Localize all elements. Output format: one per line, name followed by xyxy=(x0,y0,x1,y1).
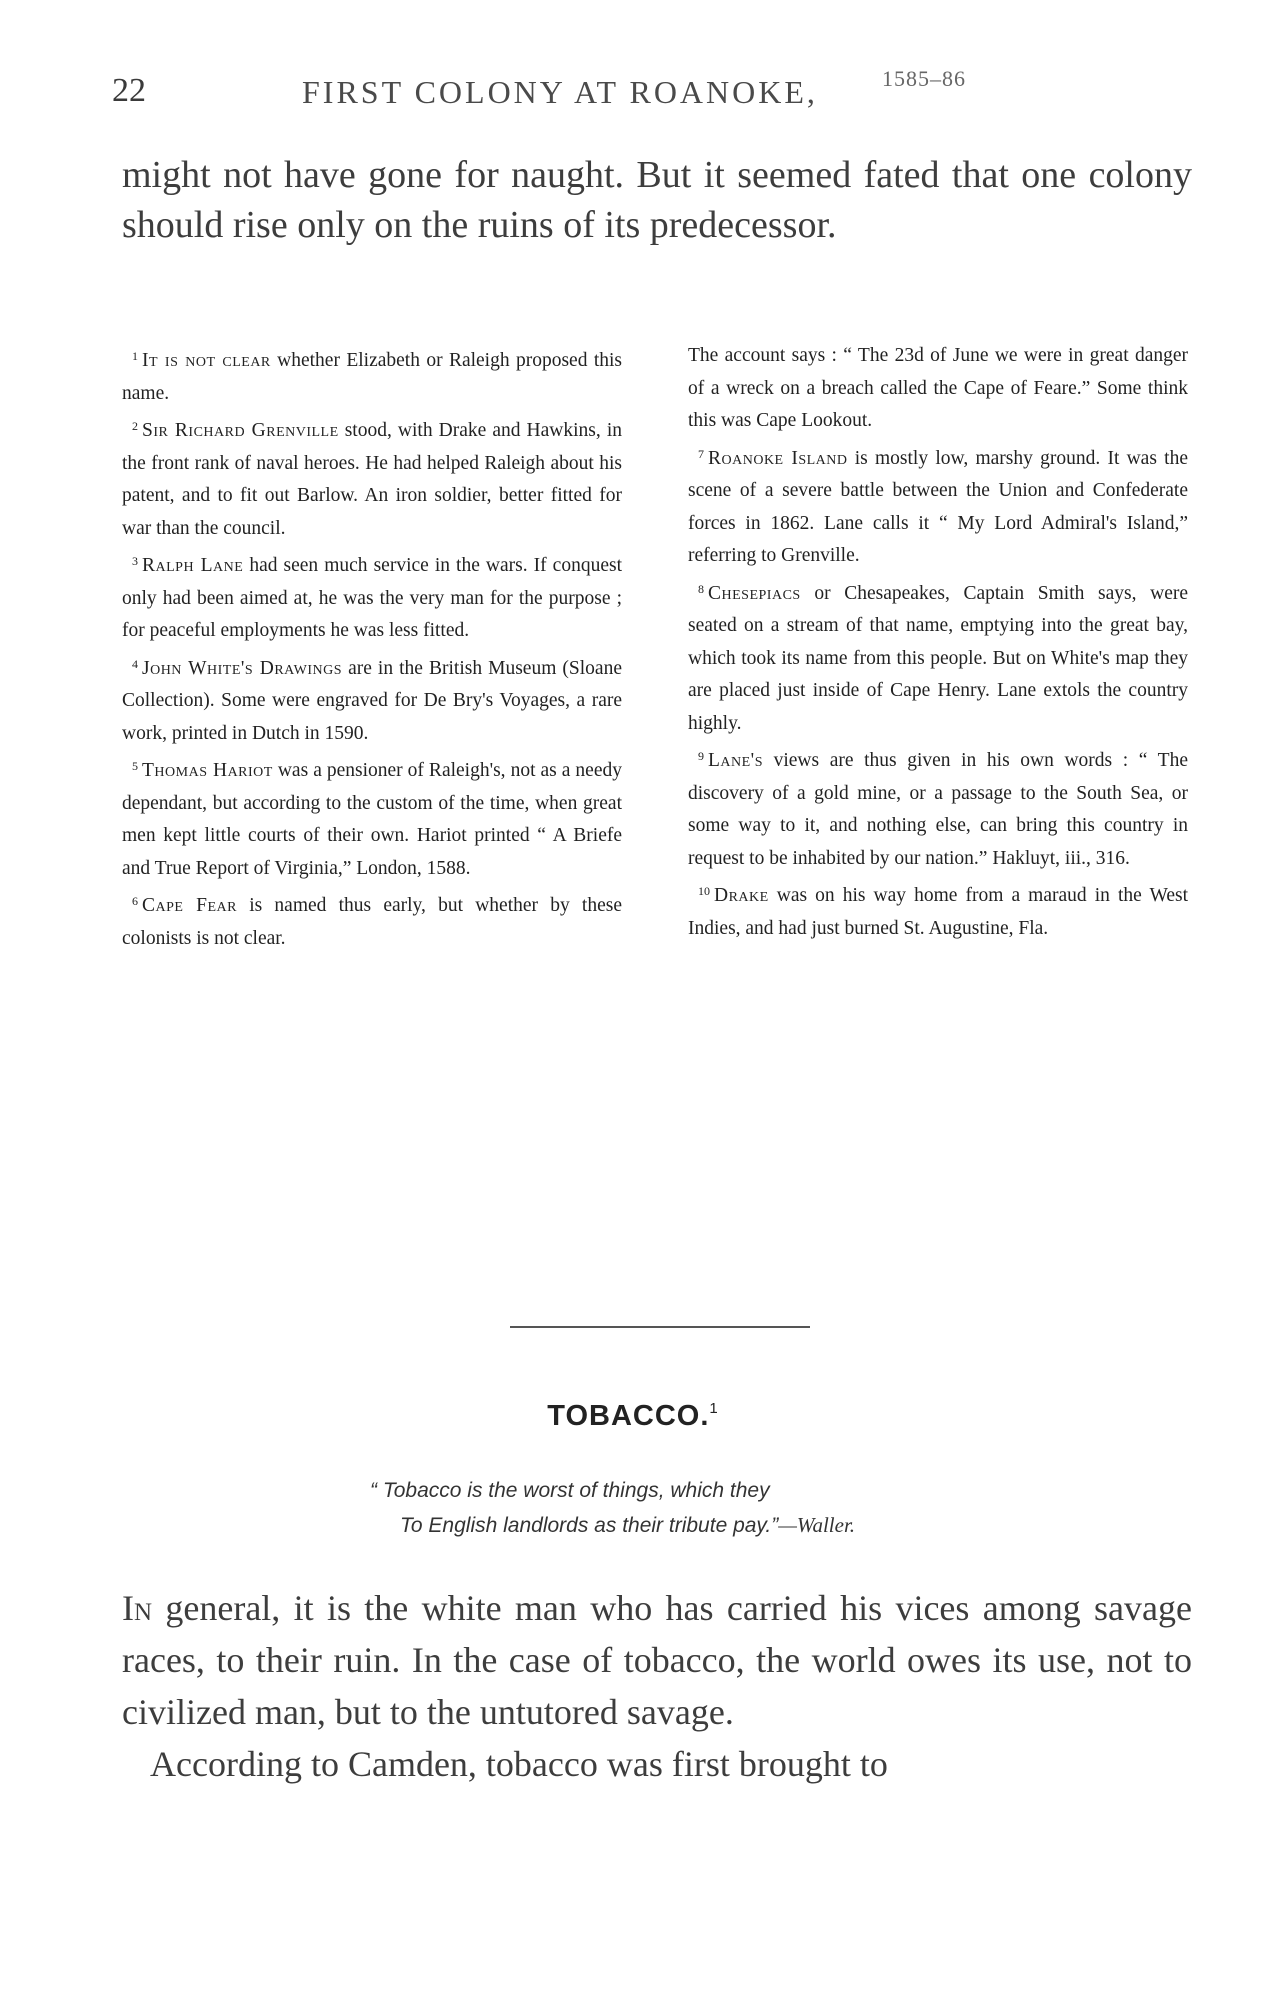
section-title-text: TOBACCO. xyxy=(547,1400,710,1432)
section-title xyxy=(0,1400,1266,1433)
body-paragraph-2: According to Camden, tobacco was first brought to xyxy=(150,1744,888,1784)
initial-word: In xyxy=(122,1588,153,1628)
footnote-mark: 1 xyxy=(709,1400,719,1417)
footnote-text: is named thus early, but whether by these colonists is not clear. xyxy=(122,895,622,949)
footnote xyxy=(122,410,622,545)
running-title: FIRST COLONY AT ROANOKE, xyxy=(302,74,818,110)
footnote-head: Ralph Lane xyxy=(142,555,244,576)
running-years: 1585–86 xyxy=(882,66,966,91)
footnote-number: 7 xyxy=(698,446,704,461)
footnote-head: Cape Fear xyxy=(142,895,238,916)
footnote xyxy=(122,340,622,410)
footnote xyxy=(122,545,622,648)
footnote-text: is mostly low, marshy ground. It was the scene of a severe battle between the Union and Confederate forces in 1862. Lane calls it “ My Lord Admiral's Island,” referring to Grenville. xyxy=(688,447,1188,566)
footnote xyxy=(688,875,1188,945)
footnote-text: had seen much service in the wars. If conquest only had been aimed at, he was the very man for the purpose ; for peaceful employments he was less fitted. xyxy=(122,555,622,641)
footnote xyxy=(122,648,622,751)
page-number: 22 xyxy=(112,72,146,109)
body-paragraph-1 xyxy=(122,1582,1192,1738)
footnote-number: 8 xyxy=(698,581,704,596)
footnote-head: Roanoke Island xyxy=(708,447,848,469)
footnote-head: Drake xyxy=(714,885,769,906)
footnote-text: was a pensioner of Raleigh's, not as a needy dependant, but according to the custom of the time, when great men kept little courts of their own. Hariot printed “ A Briefe and True Report of Virginia,” London, 1588. xyxy=(122,760,622,879)
footnote-number: 3 xyxy=(132,554,138,568)
footnote-number: 1 xyxy=(132,349,138,363)
body-text xyxy=(122,1582,1192,1790)
epigraph-attribution: —Waller. xyxy=(778,1513,856,1537)
footnote-head: Lane's xyxy=(708,750,763,771)
footnote-number: 6 xyxy=(132,894,138,908)
footnote xyxy=(122,885,622,955)
footnote-head: Chesepiacs xyxy=(708,582,801,604)
footnote xyxy=(122,750,622,885)
footnote-text: stood, with Drake and Hawkins, in the front rank of naval heroes. He had helped Raleigh about his patent, and to fit out Barlow. An iron soldier, better fitted for war than the council. xyxy=(122,420,622,539)
epigraph xyxy=(370,1474,1090,1543)
footnote xyxy=(688,573,1188,741)
lead-paragraph: might not have gone for naught. But it seemed fated that one colony should rise only on the ruins of its predecessor. xyxy=(122,154,1192,246)
footnote-head: Thomas Hariot xyxy=(142,760,273,781)
footnote-number: 2 xyxy=(132,419,138,433)
footnote xyxy=(688,740,1188,875)
notes-column-right xyxy=(688,340,1188,945)
footnote-number: 5 xyxy=(132,759,138,773)
footnote-text: or Chesapeakes, Captain Smith says, were seated on a stream of that name, emptying into the great bay, which took its name from this people. But on White's map they are placed just inside of Cape Henry. Lane extols the country highly. xyxy=(688,582,1188,734)
footnote-number: 10 xyxy=(698,884,710,898)
epigraph-line-1: “ Tobacco is the worst of things, which they xyxy=(370,1479,770,1502)
footnote-text: views are thus given in his own words : “ The discovery of a gold mine, or a passage to the South Sea, or some way to it, and nothing else, can bring this country in request to be inhabited by our nation.” Hakluyt, iii., 316. xyxy=(688,750,1188,869)
note-continuation: The account says : “ The 23d of June we were in great danger of a wreck on a breach called the Cape of Feare.” Some think this was Cape Lookout. xyxy=(688,345,1188,431)
section-divider xyxy=(510,1326,810,1328)
footnote-text: whether Elizabeth or Raleigh proposed this name. xyxy=(122,350,623,404)
footnote-number: 9 xyxy=(698,749,704,763)
footnote-text: was on his way home from a maraud in the West Indies, and had just burned St. Augustine, Fla. xyxy=(688,885,1188,939)
footnote-text: are in the British Museum (Sloane Collection). Some were engraved for De Bry's Voyages, a rare work, printed in Dutch in 1590. xyxy=(122,657,622,744)
footnote-number: 4 xyxy=(132,656,138,671)
footnote-head: It is not clear xyxy=(142,350,271,371)
notes-column-left xyxy=(122,340,622,955)
running-head xyxy=(112,66,1192,112)
footnote-head: Sir Richard Grenville xyxy=(142,420,339,441)
footnote xyxy=(688,438,1188,573)
body-paragraph-1-text: general, it is the white man who has carried his vices among savage races, to their ruin. In the case of tobacco, the world owes its use, not to civilized man, but to the untutored savage. xyxy=(122,1588,1192,1732)
epigraph-line-2-text: To English landlords as their tribute pay.” xyxy=(400,1514,779,1537)
epigraph-line-2 xyxy=(370,1508,1090,1543)
footnote-head: John White's Drawings xyxy=(142,657,343,679)
